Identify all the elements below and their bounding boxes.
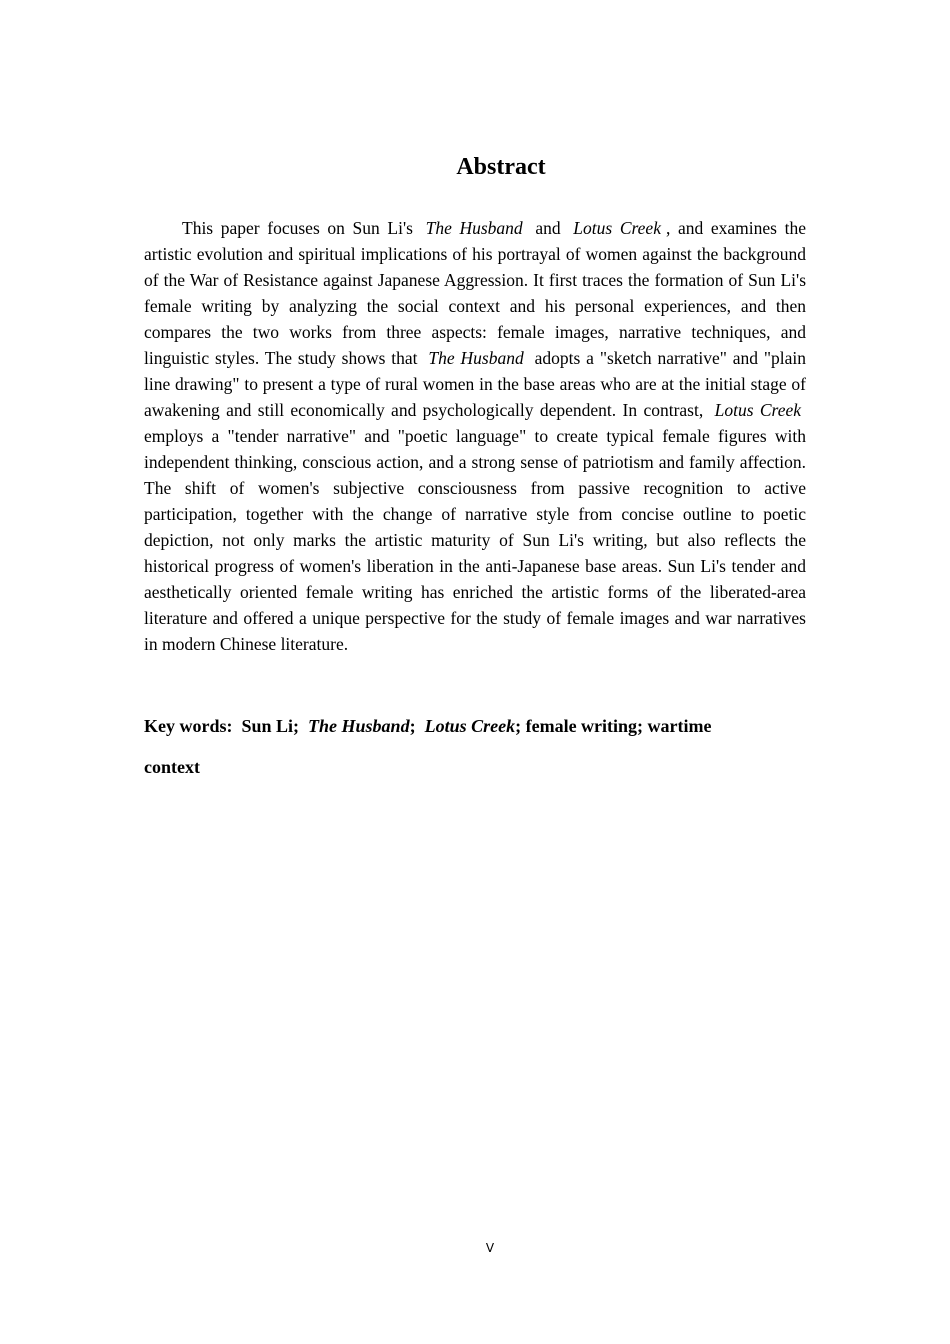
- keywords-label: Key words:: [144, 716, 233, 736]
- keywords-line: [144, 706, 764, 788]
- abstract-paragraph: [144, 215, 806, 657]
- keyword: The Husband: [308, 716, 410, 736]
- keyword-separator: ;: [409, 716, 416, 736]
- work-title-the-husband: The Husband: [425, 218, 523, 238]
- abstract-title: Abstract: [456, 154, 546, 180]
- keyword: Lotus Creek: [424, 716, 516, 736]
- work-title-lotus-creek: Lotus Creek: [714, 400, 802, 420]
- page-number: V: [485, 1241, 495, 1255]
- abstract-text: and: [535, 218, 561, 238]
- abstract-text: employs a "tender narrative" and "poetic language" to create typical female figures with independent thinking, conscious action, and a strong sense of patriotism and family affection. The shift of women's subjective consciousness from passive recognition to active participation, together with the change of narrative style from concise outline to poetic depiction, not only marks the artistic maturity of Sun Li's writing, but also reflects the historical progress of women's liberation in the anti-Japanese base areas. Sun Li's tender and aesthetically oriented female writing has enriched the artistic forms of the liberated-area literature and offered a unique perspective for the study of female images and war narratives in modern Chinese literature.: [144, 426, 806, 654]
- abstract-text: adopts a "sketch narrative" and "plain line drawing" to present a type of rural women in the base areas who are at the initial stage of awakening and still economically and psychologically dependent. In contrast,: [144, 348, 807, 420]
- work-title-the-husband: The Husband: [428, 348, 524, 368]
- abstract-text: , and examines the artistic evolution and spiritual implications of his portrayal of women against the background of the War of Resistance against Japanese Aggression. It first traces the formation of Sun Li's female writing by analyzing the social context and his personal experiences, and then compares the two works from three aspects: female images, narrative techniques, and linguistic styles. The study shows that: [144, 218, 807, 368]
- keyword: ; female writing; wartime context: [144, 716, 712, 777]
- keyword: Sun Li;: [241, 716, 300, 736]
- work-title-lotus-creek: Lotus Creek: [573, 218, 661, 238]
- abstract-text: This paper focuses on Sun Li's: [182, 218, 413, 238]
